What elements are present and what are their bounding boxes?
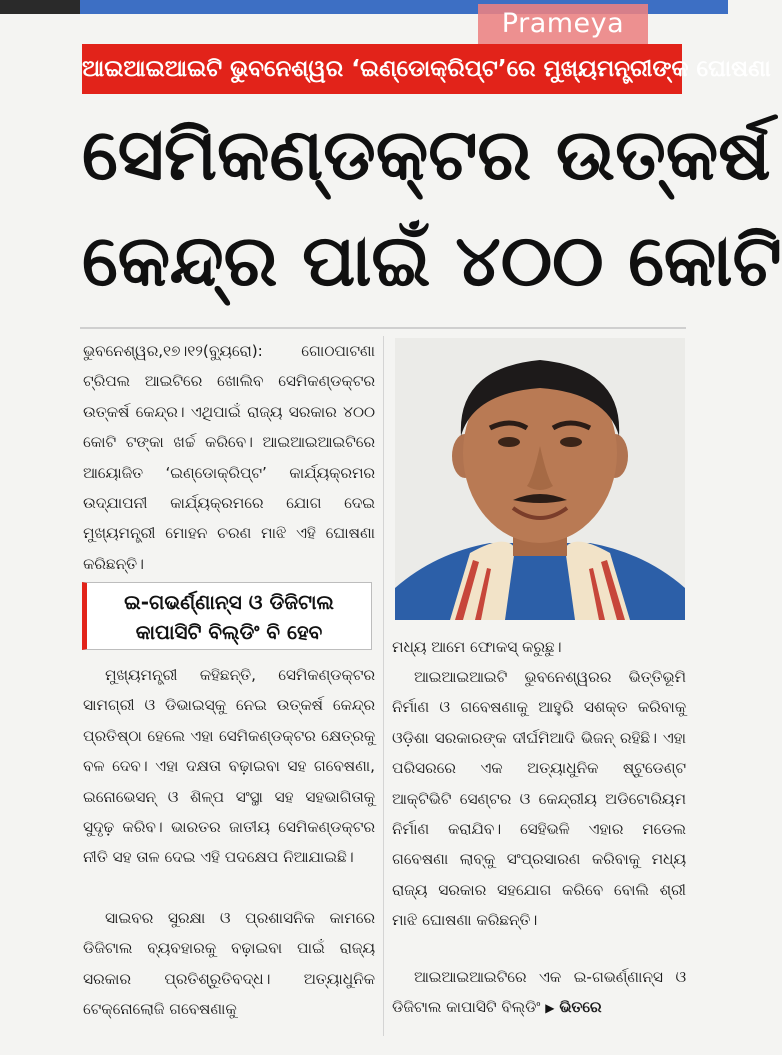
chief-minister-photo bbox=[395, 338, 685, 620]
article-right-column-top bbox=[392, 632, 686, 662]
column-divider bbox=[383, 336, 384, 1036]
right-paragraph-3 bbox=[392, 962, 686, 1024]
dateline-paragraph: ଭୁବନେଶ୍ୱର,୧୭।୧୨(ବ୍ୟୁରୋ): ଗୋଠପାଟଣା ଟ୍ରିପଲ ଆଇଟିରେ ଖୋଲିବ ସେମିକଣ୍ଡକ୍ଟର ଉତ୍କର୍ଷ କେନ୍ଦ୍ର। ଏଥିପାଇଁ ରାଜ୍ୟ ସରକାର ୪୦୦ କୋଟି ଟଙ୍କା ଖର୍ଚ୍ଚ କରିବେ। ଆଇଆଇଆଇଟିରେ ଆୟୋଜିତ ‘ଇଣ୍ଡୋକ୍ରିପ୍ଟ’ କାର୍ଯ୍ୟକ୍ରମର ଉଦ୍‌ଯାପନୀ କାର୍ଯ୍ୟକ୍ରମରେ ଯୋଗ ଦେଇ ମୁଖ୍ୟମନ୍ତ୍ରୀ ମୋହନ ଚରଣ ମାଝି ଏହି ଘୋଷଣା କରିଛନ୍ତି। bbox=[83, 342, 375, 573]
article-left-column-top bbox=[83, 336, 375, 579]
article-right-column-middle bbox=[392, 662, 686, 936]
portrait-photo-icon bbox=[395, 338, 685, 620]
article-subhead bbox=[82, 582, 372, 650]
continued-arrow-icon: ▶ bbox=[545, 1001, 555, 1016]
headline-line-1: ସେମିକଣ୍ଡକ୍ଟର ଉତ୍କର୍ଷ bbox=[82, 113, 771, 196]
right-paragraph-2: ଆଇଆଇଆଇଟି ଭୁବନେଶ୍ୱରର ଭିତ୍ତିଭୂମି ନିର୍ମାଣ ଓ ଗବେଷଣାକୁ ଆହୁରି ସଶକ୍ତ କରିବାକୁ ଓଡ଼ିଶା ସରକାରଙ୍କ ଦୀର୍ଘମିଆଦି ଭିଜନ୍ ରହିଛି। ଏହା ପରିସରରେ ଏକ ଅତ୍ୟାଧୁନିକ ଷ୍ଟୁଡେଣ୍ଟ ଆକ୍ଟିଭିଟି ସେଣ୍ଟର ଓ କେନ୍ଦ୍ରୀୟ ଅଡିଟୋରିୟମ ନିର୍ମାଣ କରାଯିବ। ସେହିଭଳି ଏହାର ମଡେଲ ଗବେଷଣା ଲାବ୍‌କୁ ସଂପ୍ରସାରଣ କରିବାକୁ ମଧ୍ୟ ରାଜ୍ୟ ସରକାର ସହଯୋଗ କରିବେ ବୋଲି ଶ୍ରୀ ମାଝି ଘୋଷଣା କରିଛନ୍ତି। bbox=[392, 668, 686, 930]
right-paragraph-3-text: ଆଇଆଇଆଇଟିରେ ଏକ ଇ-ଗଭର୍ଣ୍ଣାନ୍ସ ଓ ଡିଜିଟାଲ କାପାସିଟି ବିଲ୍ଡିଂ bbox=[392, 968, 686, 1017]
article-left-column-middle bbox=[83, 660, 375, 873]
paragraph-3: ସାଇବର ସୁରକ୍ଷା ଓ ପ୍ରଶାସନିକ କାମରେ ଡିଜିଟାଲ ବ୍ୟବହାରକୁ ବଢ଼ାଇବା ପାଇଁ ରାଜ୍ୟ ସରକାର ପ୍ରତିଶ୍ରୁତିବଦ୍ଧ। ଅତ୍ୟାଧୁନିକ ଟେକ୍ନୋଲୋଜି ଗବେଷଣାକୁ bbox=[83, 909, 375, 1019]
article-left-column-bottom bbox=[83, 903, 375, 1025]
kicker-banner: ଆଇଆଇଆଇଟି ଭୁବନେଶ୍ୱର ‘ଇଣ୍ଡୋକ୍ରିପ୍ଟ’ରେ ମୁଖ୍ୟମନ୍ତ୍ରୀଙ୍କ ଘୋଷଣା bbox=[82, 44, 682, 94]
headline-divider bbox=[80, 327, 686, 329]
subhead-line-2: କାପାସିଟି ବିଲ୍ଡିଂ ବି ହେବ bbox=[135, 620, 323, 644]
right-continuation: ମଧ୍ୟ ଆମେ ଫୋକସ୍ କରୁଛୁ। bbox=[392, 638, 562, 656]
headline-line-2: କେନ୍ଦ୍ର ପାଇଁ ୪୦୦ କୋଟି bbox=[82, 219, 782, 302]
prameya-watermark: Prameya bbox=[478, 4, 648, 44]
headline bbox=[82, 105, 782, 317]
continued-inside-label[interactable]: ଭିତରେ bbox=[559, 998, 602, 1017]
paragraph-2: ମୁଖ୍ୟମନ୍ତ୍ରୀ କହିଛନ୍ତି, ସେମିକଣ୍ଡକ୍ଟର ସାମଗ୍ରୀ ଓ ଡିଭାଇସ୍‌କୁ ନେଇ ଉତ୍କର୍ଷ କେନ୍ଦ୍ର ପ୍ରତିଷ୍ଠା ହେଲେ ଏହା ସେମିକଣ୍ଡକ୍ଟର କ୍ଷେତ୍ରକୁ ବଳ ଦେବ। ଏହା ଦକ୍ଷତା ବଢ଼ାଇବା ସହ ଗବେଷଣା, ଇନୋଭେସନ୍ ଓ ଶିଳ୍ପ ସଂସ୍ଥା ସହ ସହଭାଗିତାକୁ ସୁଦୃଢ଼ କରିବ। ଭାରତର ଜାତୀୟ ସେମିକଣ୍ଡକ୍ଟର ନୀତି ସହ ତାଳ ଦେଇ ଏହି ପଦକ୍ଷେପ ନିଆଯାଇଛି। bbox=[83, 666, 375, 867]
article-right-column-bottom bbox=[392, 962, 686, 1024]
subhead-line-1: ଇ-ଗଭର୍ଣ୍ଣାନ୍ସ ଓ ଡିଜିଟାଲ bbox=[124, 590, 334, 614]
